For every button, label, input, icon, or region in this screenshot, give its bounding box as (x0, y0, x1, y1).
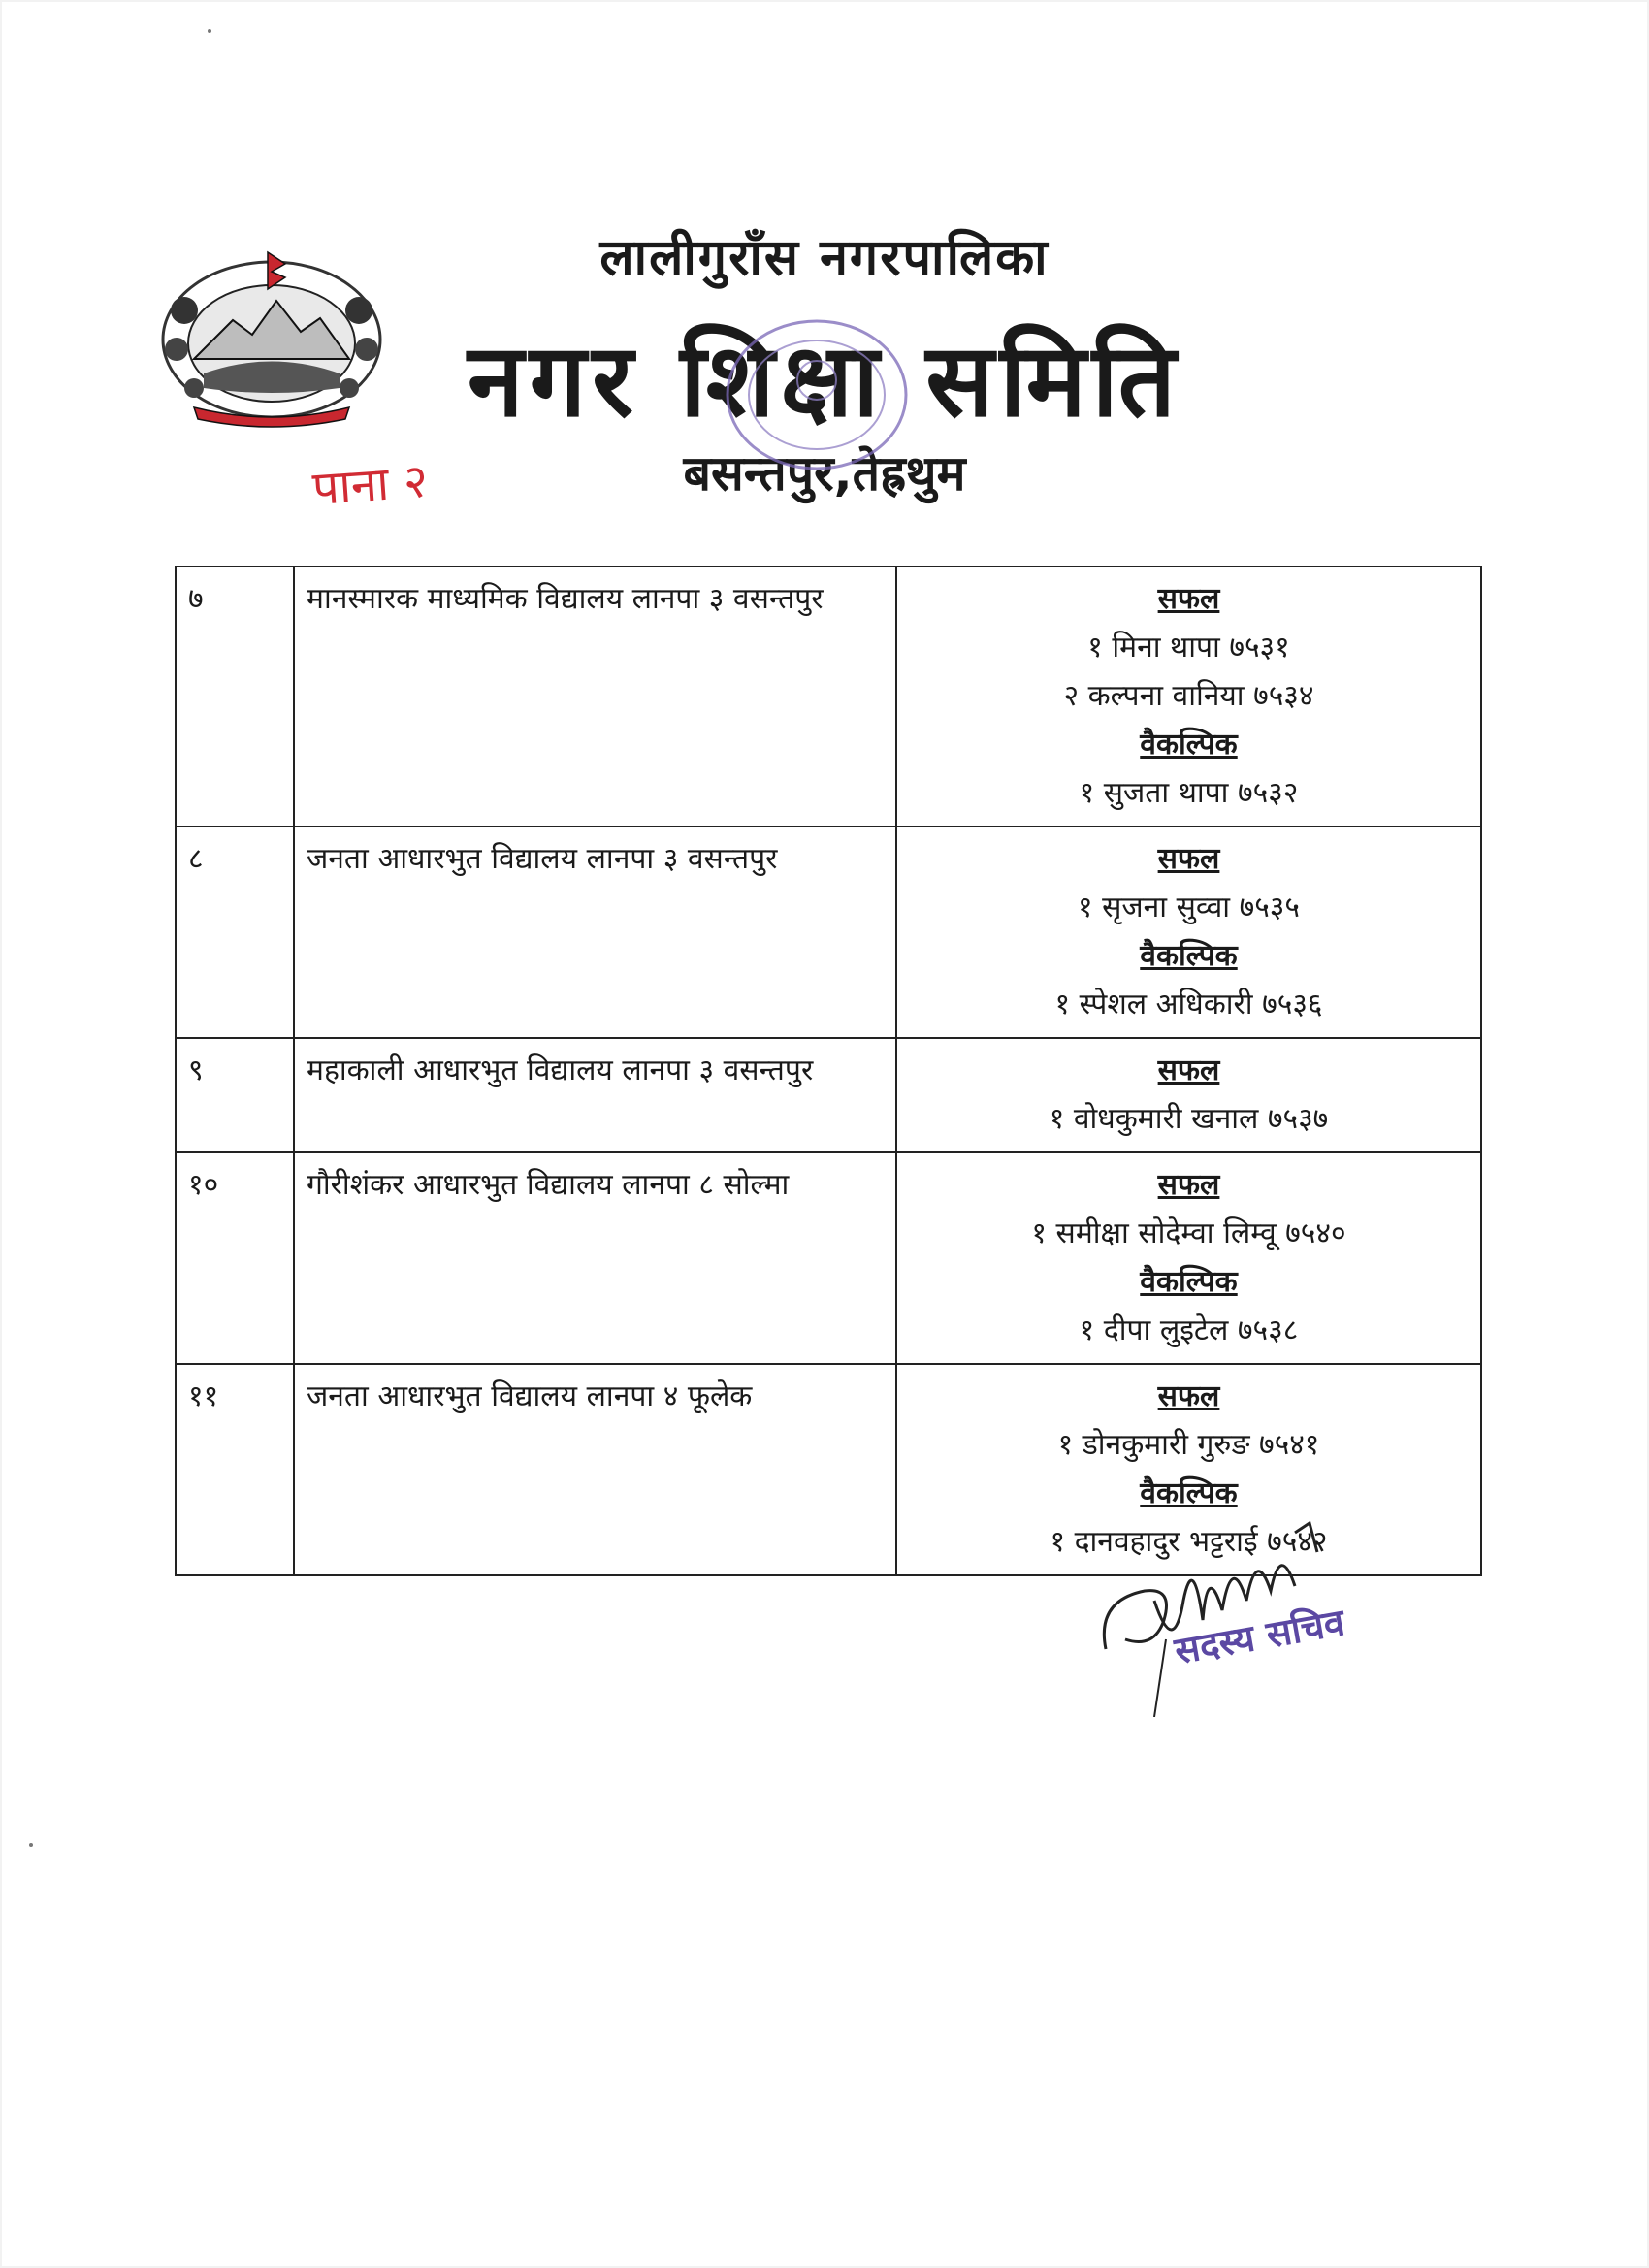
selected-candidate: १ मिना थापा ७५३१ (1087, 631, 1290, 664)
alternate-candidate: १ दानवहादुर भट्टराई ७५४२ (1050, 1525, 1328, 1559)
alternate-candidate: १ सुजता थापा ७५३२ (1079, 776, 1299, 810)
table-row (176, 1152, 1481, 1364)
results-cell (896, 1038, 1481, 1152)
selected-heading: सफल (1157, 1168, 1220, 1202)
serial-number: १० (176, 1152, 294, 1364)
page-number-note: पाना २ (310, 453, 430, 517)
school-name: मानस्मारक माध्यमिक विद्यालय लानपा ३ वसन्तपुर (294, 567, 896, 826)
school-name: गौरीशंकर आधारभुत विद्यालय लानपा ८ सोल्मा (294, 1152, 896, 1364)
selected-heading: सफल (1157, 842, 1220, 876)
committee-stamp-icon (720, 312, 914, 477)
serial-number: ११ (176, 1364, 294, 1575)
selected-heading: सफल (1157, 1053, 1220, 1087)
selected-heading: सफल (1157, 1379, 1220, 1413)
scan-speck (208, 29, 211, 33)
table-row (176, 1038, 1481, 1152)
selected-candidate: १ वोधकुमारी खनाल ७५३७ (1049, 1102, 1329, 1136)
table-row (176, 567, 1481, 826)
selected-heading: सफल (1157, 582, 1220, 616)
table-row (176, 826, 1481, 1038)
serial-number: ८ (176, 826, 294, 1038)
results-cell (896, 567, 1481, 826)
alternate-candidate: १ स्पेशल अधिकारी ७५३६ (1054, 988, 1323, 1021)
alternate-candidate: १ दीपा लुइटेल ७५३८ (1079, 1313, 1299, 1347)
alternate-heading: वैकल्पिक (1140, 728, 1238, 761)
school-name: जनता आधारभुत विद्यालय लानपा ३ वसन्तपुर (294, 826, 896, 1038)
results-cell (896, 1152, 1481, 1364)
selected-candidate: १ डोनकुमारी गुरुङ ७५४१ (1057, 1428, 1320, 1462)
member-secretary-label: सदस्य सचिव (1171, 1600, 1348, 1672)
selected-candidate: १ समीक्षा सोदेम्वा लिम्वू ७५४० (1031, 1216, 1346, 1250)
office-address: बसन्तपुर,तेह्रथुम (683, 445, 966, 502)
results-table (175, 566, 1482, 1576)
school-name: महाकाली आधारभुत विद्यालय लानपा ३ वसन्तपुर (294, 1038, 896, 1152)
results-cell (896, 826, 1481, 1038)
serial-number: ९ (176, 1038, 294, 1152)
alternate-heading: वैकल्पिक (1140, 1476, 1238, 1510)
school-name: जनता आधारभुत विद्यालय लानपा ४ फूलेक (294, 1364, 896, 1575)
committee-title: नगर शिक्षा समिति (467, 321, 1182, 439)
results-table-body (176, 567, 1481, 1575)
municipality-name: लालीगुराँस नगरपालिका (599, 229, 1050, 287)
selected-candidate: २ कल्पना वानिया ७५३४ (1063, 679, 1314, 713)
alternate-heading: वैकल्पिक (1140, 1265, 1238, 1299)
scan-speck (29, 1843, 33, 1847)
serial-number: ७ (176, 567, 294, 826)
selected-candidate: १ सृजना सुव्वा ७५३५ (1077, 891, 1300, 924)
alternate-heading: वैकल्पिक (1140, 939, 1238, 973)
